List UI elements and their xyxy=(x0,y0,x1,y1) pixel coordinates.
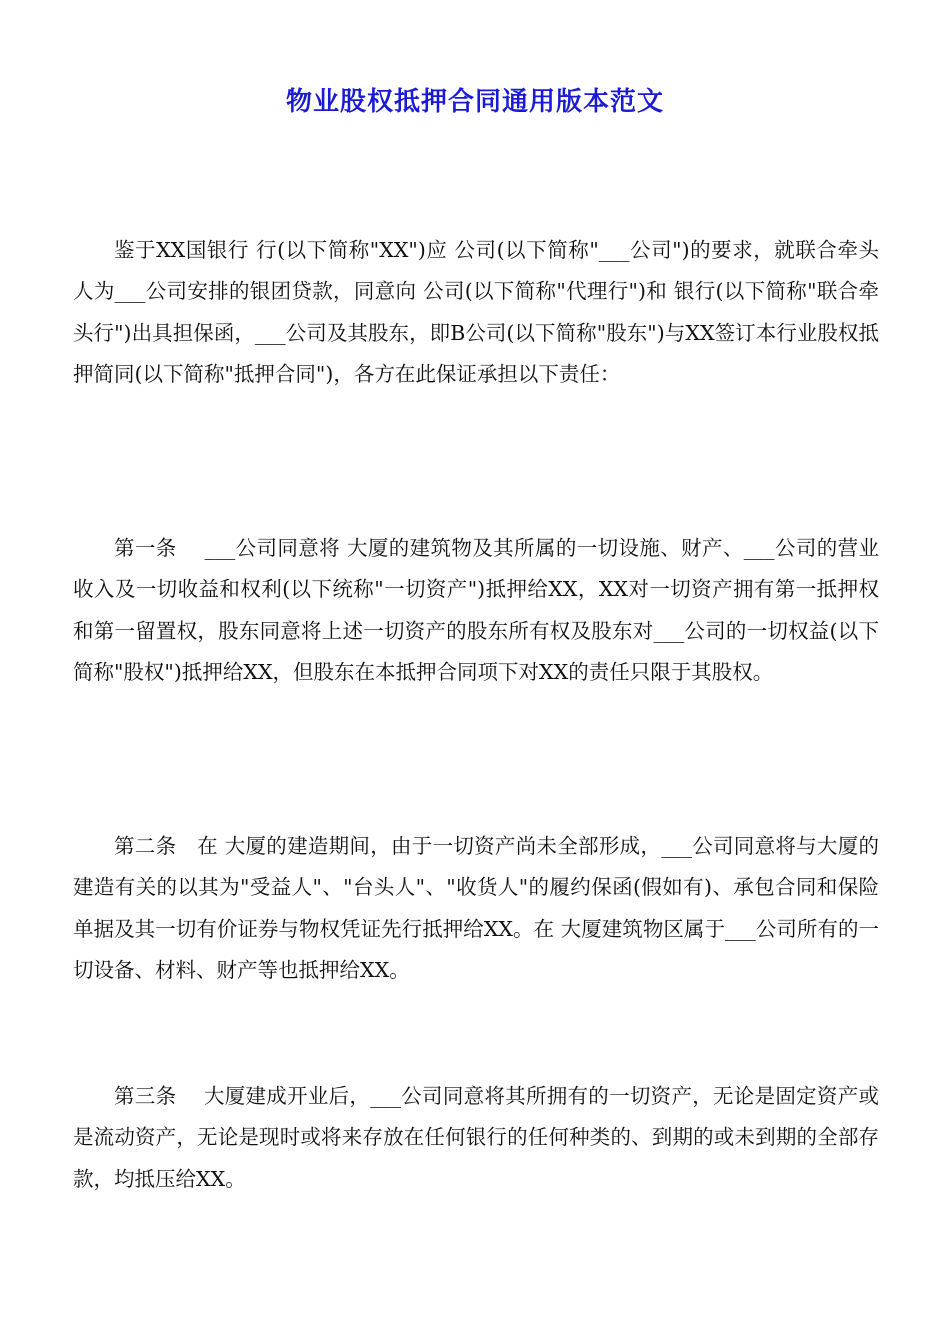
article-3-paragraph: 第三条 大厦建成开业后，___公司同意将其所拥有的一切资产，无论是固定资产或是流动资产，无论是现时或将来存放在任何银行的任何种类的、到期的或未到期的全部存款，均抵压给XX。 xyxy=(73,1084,879,1191)
preamble-paragraph: 鉴于XX国银行 行(以下简称"XX")应 公司(以下简称"___公司")的要求，就联合牵头人为___公司安排的银团贷款，同意向 公司(以下简称"代理行")和 银行(以下简称"联合牵头行")出具担保函，___公司及其股东，即B公司(以下简称"股东")与XX签订本行业股权抵押简同(以下简称"抵押合同")，各方在此保证承担以下责任： xyxy=(73,238,879,386)
article-2-paragraph: 第二条 在 大厦的建造期间，由于一切资产尚未全部形成，___公司同意将与大厦的建造有关的以其为"受益人"、"台头人"、"收货人"的履约保函(假如有)、承包合同和保险单据及其一切有价证券与物权凭证先行抵押给XX。在 大厦建筑物区属于___公司所有的一切设备、材料、财产等也抵押给XX。 xyxy=(73,834,879,982)
article-1-paragraph: 第一条 ___公司同意将 大厦的建筑物及其所属的一切设施、财产、___公司的营业收入及一切收益和权利(以下统称"一切资产")抵押给XX，XX对一切资产拥有第一抵押权和第一留置权，股东同意将上述一切资产的股东所有权及股东对___公司的一切权益(以下简称"股权")抵押给XX，但股东在本抵押合同项下对XX的责任只限于其股权。 xyxy=(73,536,879,684)
document-title: 物业股权抵押合同通用版本范文 xyxy=(285,87,664,117)
